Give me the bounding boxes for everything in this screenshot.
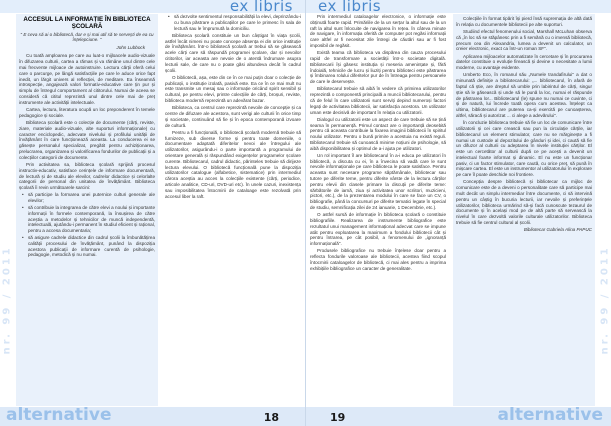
paragraph: Biblioteca școlară constituie un bun câștigat în viața școlii, astfel încât nimeni nu poate concepe absența ei din orice instituție de învățământ. Într-o bibliotecă școlară ar trebui să se găsească acele cărți care să răspundă programei școlare, dar și nevoilor cititorilor, iar aceasta are nevoie de o atentă îndrumare asupra lecturii sale, de care nu o poate găsi altundeva decât în cadrul școlii.: [165, 32, 301, 73]
paragraph: Concepția despre bibliotecă și bibliotecar ca mijloc de comunicare este de a deveni o personalitate care să participe mai mult decât un simplu intermediar între documente, ci să intervină pentru un câștig în bucuria lecturii, iar nevoile și preferințele utilizatorilor, biblioteca urmărind să-și facă cunoscute tezaurul de documente și în același mod pe de altă parte să servească la nivelul în care dezvoltă valorile culturale utilizatorilor. Biblioteca trebuie să fie centrul cultural al școlii.: [456, 179, 592, 226]
paragraph: Produsele bibliografice nu trebuie înțelese doar pentru a reflecta fondurile valoroase ale bibliotecii, acestea fiind scopul întocmirii cataloagelor de bibliotecă, ci mai ales pentru a imprima exhibițiile bibliografice un caracter de generalitate.: [310, 248, 446, 271]
paragraph: Umberto Eco, în romanul său „Numele trandafirului" a dat o minunată definiție a bibliotecarului: „... bibliotecarul, în afară de faptul că știe, are dreptul să umble prin labirintul de cărți, singur știe să le găsească și unde să le pună la loc, numai el răspunde de păstrarea lor... Bibliotecarul (le) spune nu numai ce cuvinte, ci și de natură, lui încrede toată opera cum acestea. Înțelept ca ultima, bibliotecarul are puterea ca-și exercită pe cunoașterea, altfel, săracă și autorizat ... ci alege a adevărului".: [456, 72, 592, 118]
paragraph: Biblioteca, ca centrul care reprezintă nevoile de concepție și ca centre de difuzare ale acestora, sunt verigi ale culturii în orice timp și societate, continuând să fie și în epoca contemporană izvoare de cultură.: [165, 105, 301, 128]
right-column-2: [453, 14, 595, 406]
article-motto: " E ceva să ai o bibliotecă, dar e și mai util să te servești de ea cu înțelepciune. ": [20, 31, 154, 43]
paragraph: Studiind efectul fenomenului social, Marshall McLuhan observa că „în loc să se stăpânesc prin a fi semănă cu o imensă bibliotecă, precum cea din Alexandria, lumea a devenit un calculator, un creier electronic, exact ca într-un roman SF".: [456, 28, 592, 52]
side-watermark-right: [598, 14, 611, 408]
paragraph: Dialogul cu utilizatorii este un aspect de care trebuie să se țină seama în permanență. Primul contact are o importanță deosebită pentru că aceasta contribuie la fixarea imaginii bibliotecii în spiritul noului utilizator. Pentru o bună primire a acestuia nu există reguli. Bibliotecarul trebuie să cunoască minime noțiuni de psihologie, să aibă disponibilitatea și optimul de a-i ajuta pe utilizatori.: [310, 116, 446, 151]
task-list-item: • să participe la formarea unei puternice culturi generale ale elevilor;: [22, 192, 155, 204]
paragraph: Un rol important îl are bibliotecarul în a-i educa pe utilizatori în bibliotecă, a discuta cu ei, în a învecina să vadă care le sunt nevoile informaționale pe care biblioteca le poate satisface. Pentru aceasta sunt necesare programe săptămânale, bibliotecar sau tutore pe diferite teme, pentru diferite vârste de la lectura cărților pentru elevii din clasele primare la discuții pe diferite teme: sărbătorile de iarnă, ziua și activitatea unor scriitori, muzicieni, pictori, etc.), de la prezentarea modului în care se face un CV, o bibliografie, până la concursuri pe diferite tematici legate în special de studiu, semnificația zilei de 24 ianuarie, 1 Decembrie, etc.).: [310, 152, 446, 211]
paragraph: Cu toată amploarea pe care au luat-o mijloacele audio-vizuale în difuzarea culturii, cartea a rămas și va rămâne unul dintre cele mai frecvente mijloace de autoinstruire. Lectura cărții oferă celui care o parcurge, pe lângă satisfacțiile pe care le aduce orice fapt inedit, un lărgit univers al reflecției, de meditare. Ea înseamnă introspecție, angajează valori formativ-educative care țin pur și simplu de întregul comportament al cititorului. Numai de aceea se consideră că cititul reprezintă unul dintre cele mai de preț instrumente ale activității intelectuale.: [19, 53, 155, 105]
task-list-item: • să dezvolte sentimentul responsabilității la elevi, deprinzându-i cu buna păstrare a publicațiilor pe care le primesc în sala de lectură sau le împrumută la domiciliu.: [168, 14, 301, 31]
paragraph: În concluzie biblioteca trebuie să fie un loc de comunicare între utilizatorii și cei care crească sau pun la circulație cărțile, iar bibliotecarul un element stimulator, care nu se mărginește a fi numai un custode al depozitului de gânduri și idei, ci caută să fie un difuzor al culturii cu adeptarea în nivele instituției cărților. El este un cercetător al culturii după ce pe acești a devenit un intelectual foarte informat și dinamic. El nu este un funcționar pasiv, ci un factor stimulator, care caută, cu orice preț, să pună în mișcare cartea. El este un instrumentor al utilizatorului în explorare pe care îl poate deschide noi frontiere.: [456, 120, 592, 178]
task-list-continued: [168, 14, 301, 31]
paragraph: Pentru a fi funcțională, o bibliotecă școlară modernă trebuie să furnizeze, sub diverse forme și pentru toate domeniile, o documentare adaptată diferitelor nevoi ale întregului ale utilizatorilor, asigurându-i o parte importantă a programului de orientare generală și răspundând exigențelor programelor școlare curente. Bibliotecarul, cadrul didactic, părinteles trebuie să dirijeze lectura elevului. O bibliotecă funcțională pune la dispoziția utilizatorilor catalogue (alfabetice, sistematice) prin intermediul cărora aceștia au acces la colecțiile existente (cărți, periodice, articole analitice, CD-uri, DVD-uri etc). În unele cazuri, inexistența sau imposibilitatea întocmirii de cataloage este rezolvată prin accesul liber la raft.: [165, 129, 301, 199]
page-number-right: 19: [330, 411, 346, 424]
article-title: ACCESUL LA INFORMAȚIE ÎN BIBLIOTECA ȘCOLARĂ: [23, 16, 151, 30]
page-number-left: 18: [263, 411, 279, 424]
paragraph: Prin intermediul cataloagelor electronice, o informație este obținută foarte rapid. Primăriile de la un serțar la altul sau de la un raft la altul sunt înlocuite de navigarea în rețea. În câteva minute de navigare, în informația oferită de computer pot regăsi informații care altfel ar fi necesitat zile întregi de căutări sau ar fi fost imposibil de regăsit.: [310, 14, 446, 48]
page-right: [306, 0, 611, 426]
footer-brand-left: alternative: [6, 405, 112, 425]
task-list-item: • să asigure cadrele didactice din cadrul școlii la îmbunătățirea calității procesului de învățământ, punând la dispoziția acestora publicații de informare curentă de psihologie, pedagogie, metodică și nu numai.: [22, 235, 155, 258]
paragraph: Prin activitatea sa, biblioteca școlară sprijină procesul instructiv-educativ, satisface cerințele de informare documentară, de lectură și de studiu ale elevilor, cadrelor didactice și celorlalte categorii de personal din unitatea de învățământ. Biblioteca școlară îi revin următoarele sarcini:: [19, 162, 155, 191]
task-list-item: • să contribuie la integrarea de către elevi a noului și importante informații în formele contemporană, la însușirea de către aceștia a metodelor și tehnicilor de muncă independentă, intelectuală, ajutându-i permanent în studiul eficient și rațional, pentru a accesa documentaria;: [22, 205, 155, 234]
task-list: [22, 192, 155, 258]
paragraph: Bibliotecarul trebuie să aibă în vedere că primirea utilizatorilor reprezintă o componentă principală a muncii bibliotecarului, pentru că de felul în care utilizatorii sunt serviți depind numeroși factori legați de activitatea bibliotecii, iar satisfacția acestora. Un utilizator uman este decisivă de important în relația cu utilizatorii.: [310, 86, 446, 115]
columns-right: [310, 14, 595, 406]
right-column-1: [310, 14, 446, 406]
left-column-2: [165, 14, 301, 406]
paragraph: O bibliotecă, așa, este din ce în ce mai puțin doar o colecție de publicații, o instituție izolată, pasivă este. Ea ce în ce mai mult nu este transmite un mesaj sau o informație oricând spirit sensibil și cultural, pe pentru elevi, printre colecțiile de cărți, broșuri, reviste, biblioteca modernă reprezintă un adevărat bazar.: [165, 74, 301, 104]
paragraph: Biblioteca școlară este o colecție de documente (cărți, reviste, ziare, materiale audio-vizuale, alte suporturi informaționale) cu caracter enciclopedic, adecvate nivelului și profilului unității de învățământ în care funcționează aceasta. La conducerea ei se găsește personalul specializat, pregătit pentru achiziționarea, prelucrarea, organizarea și valorificarea fondurilor de publicații și a colecțiilor categorii de documente.: [19, 120, 155, 160]
side-watermark-left: [0, 14, 13, 408]
left-column-1: [16, 14, 158, 406]
header-brand-left: ex libris: [229, 0, 293, 15]
side-watermark-text: nr. 99 / 2011: [1, 245, 13, 355]
header-brand-right: ex libris: [318, 0, 382, 15]
paragraph: Există teama că biblioteca va dispărea din cauza procesului rapid de transformare a societății într-o societate digitală. Bibliotecarii își găsesc instituția și meseria amenințate și, fără îndoială, tehnicile de lucru și liuziți pentru biblioteci este păstrarea și îmbinarea rolului diferitelor pur de în întreaga pentru persoanele de care le deservește.: [310, 50, 446, 85]
paragraph: Aplicarea mijloacelor automatizate în cercetare și în procurarea datelor constituie o evoluție firească și devine o necesitate a lumii moderne, cu avantaje evidente.: [456, 53, 592, 71]
paragraph: O astfel sursă de informație în biblioteca școlară o constituie bibliografiile. Realizarea de instrumente bibliografice este rezultatul unui management informațional adecvat care se impune atât pentru exploatarea la maximum a fondului bibliotecii cât și pentru întrarea, pe cât posibil, a fenomenului de „ignoranță informațională".: [310, 212, 446, 247]
columns-left: [16, 14, 301, 406]
motto-author: John Lubbock: [116, 44, 145, 50]
paragraph: Colecțiile în format tipărit își pierd însă supremația de altă dată în relația cu documentele bibliotecii pe alte suporturi.: [456, 16, 592, 27]
author-signature: Bibliotecar Gabriela Alina PAPUC: [523, 227, 592, 233]
side-watermark-text: nr. 99 / 2011: [599, 245, 611, 355]
footer-brand-right: alternative: [497, 405, 603, 425]
page-left: [0, 0, 305, 426]
paragraph: Cartea, lectura, literatura ocupă un loc preponderent în temele pedagogice și sociale.: [19, 107, 155, 118]
